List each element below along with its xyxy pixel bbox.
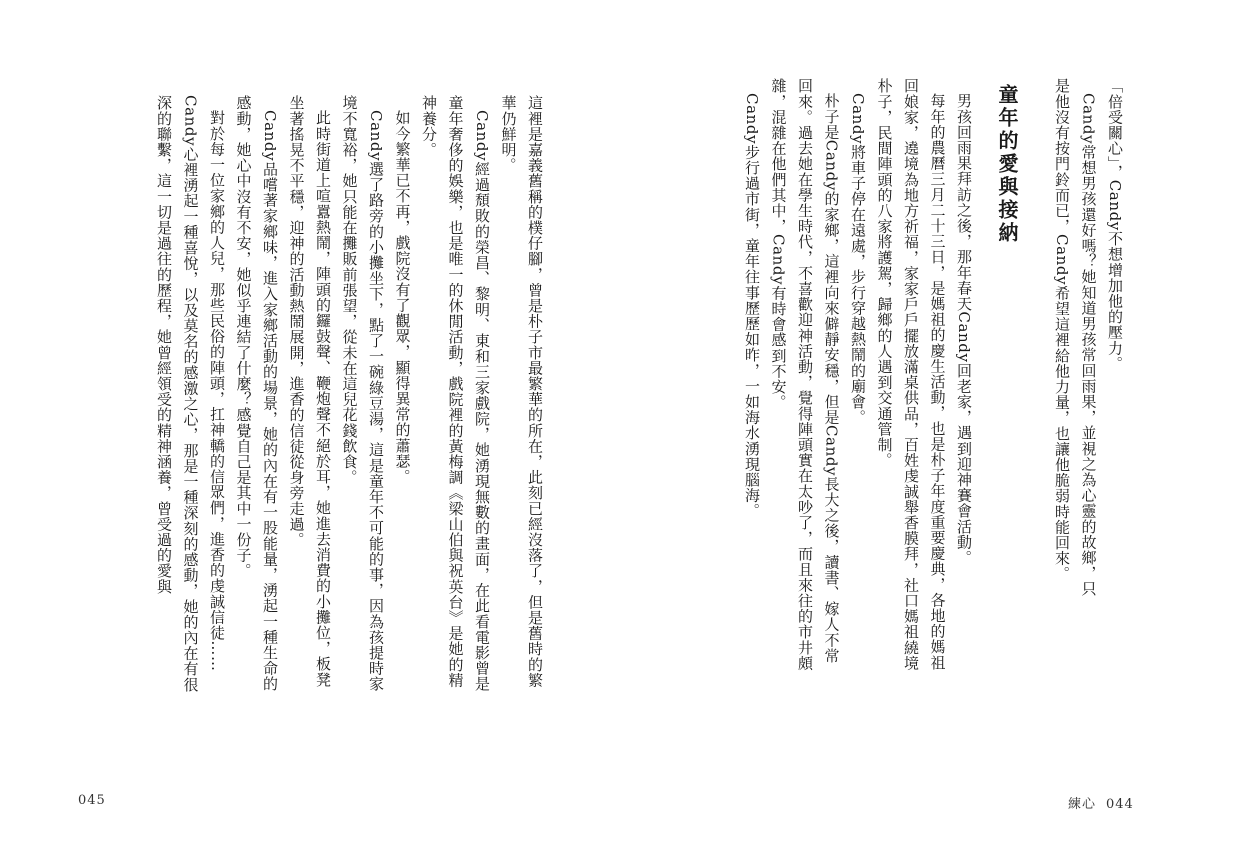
paragraph: 每年的農曆三月二十三日，是媽祖的慶生活動，也是朴子年度重要慶典，各地的媽祖回娘家，遶境為地方祈福，家家戶戶擺放滿桌供品，百姓虔誠舉香膜拜，社口媽祖繞境朴子，民間陣頭的八家將護駕，歸鄉的人遇到交通管制。: [875, 78, 947, 671]
paragraph: 這裡是嘉義舊稱的樸仔腳，曾是朴子市最繁華的所在，此刻已經沒落了，但是舊時的繁華仍鮮明。: [499, 95, 544, 688]
left-page-body: [151, 95, 549, 695]
right-page-section-body: [739, 78, 978, 678]
paragraph: Candy選了路旁的小攤坐下，點了一碗綠豆湯，這是童年不可能的事，因為孩提時家境不寬裕，她只能在攤販前張望，從未在這兒花錢飲食。: [340, 95, 385, 692]
paragraph: 朴子是Candy的家鄉，這裡向來僻靜安穩，但是Candy長大之後，讀書、嫁人不常回來。過去她在學生時代，不喜歡迎神活動，覺得陣頭實在太吵了，而且來往的市井頗雜，混雜在他們其中，Candy有時會感到不安。: [769, 78, 841, 671]
section-heading: 童年的愛與接納: [995, 84, 1019, 245]
folio-right: [1068, 793, 1144, 812]
paragraph: 對於每一位家鄉的人兒，那些民俗的陣頭，扛神轎的信眾們，進香的虔誠信徒……Candy心裡湧起一種喜悅，以及莫名的感激之心，那是一種深刻的感動，她的內在有很深的聯繫，這一切是過往的歷程，她曾經領受的精神涵養，曾受過的愛與: [155, 95, 226, 693]
paragraph: Candy品嚐著家鄉味，進入家鄉活動的場景，她的內在有一股能量，湧起一種生命的感動，她心中沒有不安，她似乎連結了什麼？感覺自己是其中一份子。: [234, 95, 279, 692]
paragraph: Candy將車子停在遠處，步行穿越熱鬧的廟會。: [849, 93, 867, 425]
paragraph: Candy經過頹敗的榮昌、黎明、東和三家戲院，她湧現無數的畫面，在此看電影曾是童年奢侈的娛樂，也是唯一的休閒活動，戲院裡的黃梅調《梁山伯與祝英台》是她的精神養分。: [420, 95, 491, 692]
page-number-left: 045: [78, 793, 106, 808]
paragraph: Candy常想男孩還好嗎？她知道男孩常回雨果，並視之為心靈的故鄉，只是他沒有按門鈴而已，Candy希望這裡給他力量，也讓他脆弱時能回來。: [1053, 78, 1098, 597]
page-number-right: 044: [1106, 797, 1134, 812]
paragraph: Candy步行過市街，童年往事歷歷如昨，一如海水湧現腦海。: [743, 93, 761, 519]
paragraph: 此時街道上喧囂熱鬧，陣頭的鑼鼓聲、鞭炮聲不絕於耳，她進去消費的小攤位，板凳坐著搖晃不平穩，迎神的活動熱鬧展開，進香的信徒從身旁走過。: [287, 95, 332, 688]
paragraph: 如今繁華已不再，戲院沒有了觀眾，顯得異常的蕭瑟。: [393, 110, 412, 485]
paragraph: 「倍受關心」，Candy不想增加他的壓力。: [1106, 78, 1124, 372]
paragraph: 男孩回雨果拜訪之後，那年春天Candy回老家，遇到迎神賽會活動。: [955, 93, 973, 566]
right-page-opening: [1049, 78, 1129, 598]
right-page: [630, 0, 1260, 858]
running-title: 練心: [1068, 797, 1097, 812]
